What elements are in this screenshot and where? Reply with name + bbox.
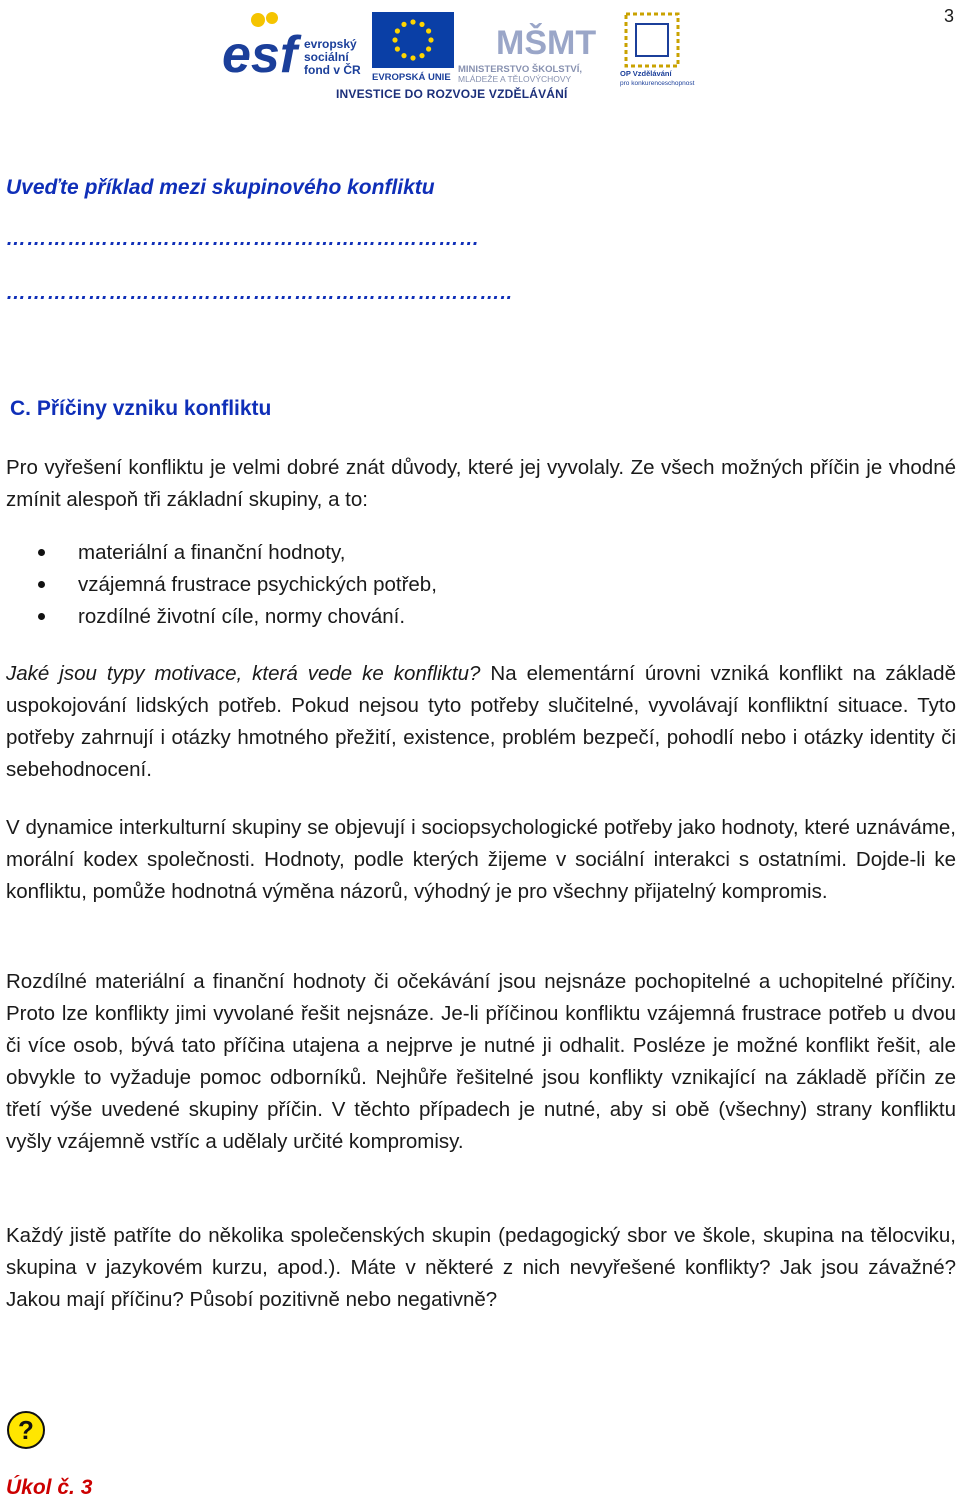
eu-star-icon	[395, 28, 400, 33]
cause-list	[0, 537, 437, 633]
task-title: Úkol č. 3	[6, 1476, 93, 1499]
eu-star-icon	[419, 22, 424, 27]
section-heading: C. Příčiny vzniku konfliktu	[10, 397, 272, 420]
eu-star-icon	[401, 53, 406, 58]
op-line1: OP Vzdělávání	[620, 69, 672, 78]
eu-star-icon	[426, 46, 431, 51]
question-title: Uveďte příklad mezi skupinového konfliktu	[6, 176, 435, 199]
esf-line2: sociální	[304, 50, 349, 64]
answer-line-1: ……………………………………………………………	[6, 228, 480, 250]
esf-logo	[222, 12, 361, 84]
eu-star-icon	[428, 37, 433, 42]
motivation-text: Na elementární úrovni vzniká konflikt na základě uspokojování lidských potřeb. Pokud nejsou tyto potřeby slučitelné, vyvolávají konfliktní situace. Tyto potřeby zahrnují i otázky hmotného přežití, existence, problém bezpečí, pohodlí nebo i otázky identity či sebehodnocení.	[6, 662, 956, 781]
eu-label: EVROPSKÁ UNIE	[372, 72, 451, 83]
eu-star-icon	[419, 53, 424, 58]
msmt-logo	[458, 23, 596, 84]
esf-mark: esf	[222, 26, 298, 84]
esf-line3: fond v ČR	[304, 63, 361, 77]
msmt-line2: MLÁDEŽE A TĚLOVÝCHOVY	[458, 74, 572, 84]
op-vzdelavani-logo	[620, 14, 695, 87]
bullet-icon	[38, 581, 45, 588]
page-number: 3	[943, 6, 954, 26]
eu-star-icon	[401, 22, 406, 27]
list-item: materiální a finanční hodnoty,	[0, 537, 437, 569]
eu-star-icon	[392, 37, 397, 42]
groups-paragraph: Každý jistě patříte do několika společenských skupin (pedagogický sbor ve škole, skupina na tělocviku, skupina v jazykovém kurzu, apod.). Máte v některé z nich nevyřešené konflikty? Jak jsou závažné? Jakou mají příčinu? Působí pozitivně nebo negativně?	[6, 1224, 956, 1311]
eu-star-icon	[426, 28, 431, 33]
intro-paragraph: Pro vyřešení konfliktu je velmi dobré znát důvody, které jej vyvolaly. Ze všech možných příčin je vhodné zmínit alespoň tři základní skupiny, a to:	[6, 456, 956, 511]
causes-paragraph: Rozdílné materiální a finanční hodnoty či očekávání jsou nejsnáze pochopitelné a uchopitelné příčiny. Proto lze konflikty jimi vyvolané řešit nejsnáze. Je-li příčinou konfliktu vzájemná frustrace potřeb u dvou či více osob, bývá tato příčina utajena a nejprve je nutné ji odhalit. Posléze je možné konflikt řešit, ale obvykle to vyžaduje pomoc odborníků. Nejhůře řešitelné jsou konflikty vznikající na základě příčin ze třetí výše uvedené skupiny příčin. V těchto případech je nutné, aby si obě (všechny) strany konfliktu vyšly vzájemně vstříc a udělaly určité kompromisy.	[6, 970, 956, 1153]
esf-line1: evropský	[304, 37, 357, 51]
eu-flag-logo	[372, 12, 454, 83]
answer-line-2: ………………………………………………………………..	[6, 282, 513, 304]
list-item: vzájemná frustrace psychických potřeb,	[0, 569, 437, 601]
eu-star-icon	[410, 19, 415, 24]
op-line2: pro konkurenceschopnost	[620, 80, 695, 87]
msmt-line1: MINISTERSTVO ŠKOLSTVÍ,	[458, 64, 583, 75]
motivation-question: Jaké jsou typy motivace, která vede ke konfliktu?	[6, 662, 481, 685]
bullet-icon	[38, 549, 45, 556]
question-mark-icon	[6, 1410, 46, 1450]
msmt-mark: MŠMT	[496, 24, 597, 62]
svg-text:?: ?	[18, 1415, 34, 1445]
bullet-icon	[38, 613, 45, 620]
motivation-paragraph	[6, 658, 956, 786]
list-item: rozdílné životní cíle, normy chování.	[0, 601, 437, 633]
values-paragraph: V dynamice interkulturní skupiny se objevují i sociopsychologické potřeby jako hodnoty, které uznáváme, morální kodex společnosti. Hodnoty, podle kterých žijeme v sociální interakci s ostatními. Dojde-li ke konfliktu, pomůže hodnotná výměna názorů, výhodný je pro všechny přijatelný kompromis.	[6, 816, 956, 903]
logo-caption: INVESTICE DO ROZVOJE VZDĚLÁVÁNÍ	[336, 87, 568, 101]
eu-star-icon	[410, 55, 415, 60]
eu-star-icon	[395, 46, 400, 51]
